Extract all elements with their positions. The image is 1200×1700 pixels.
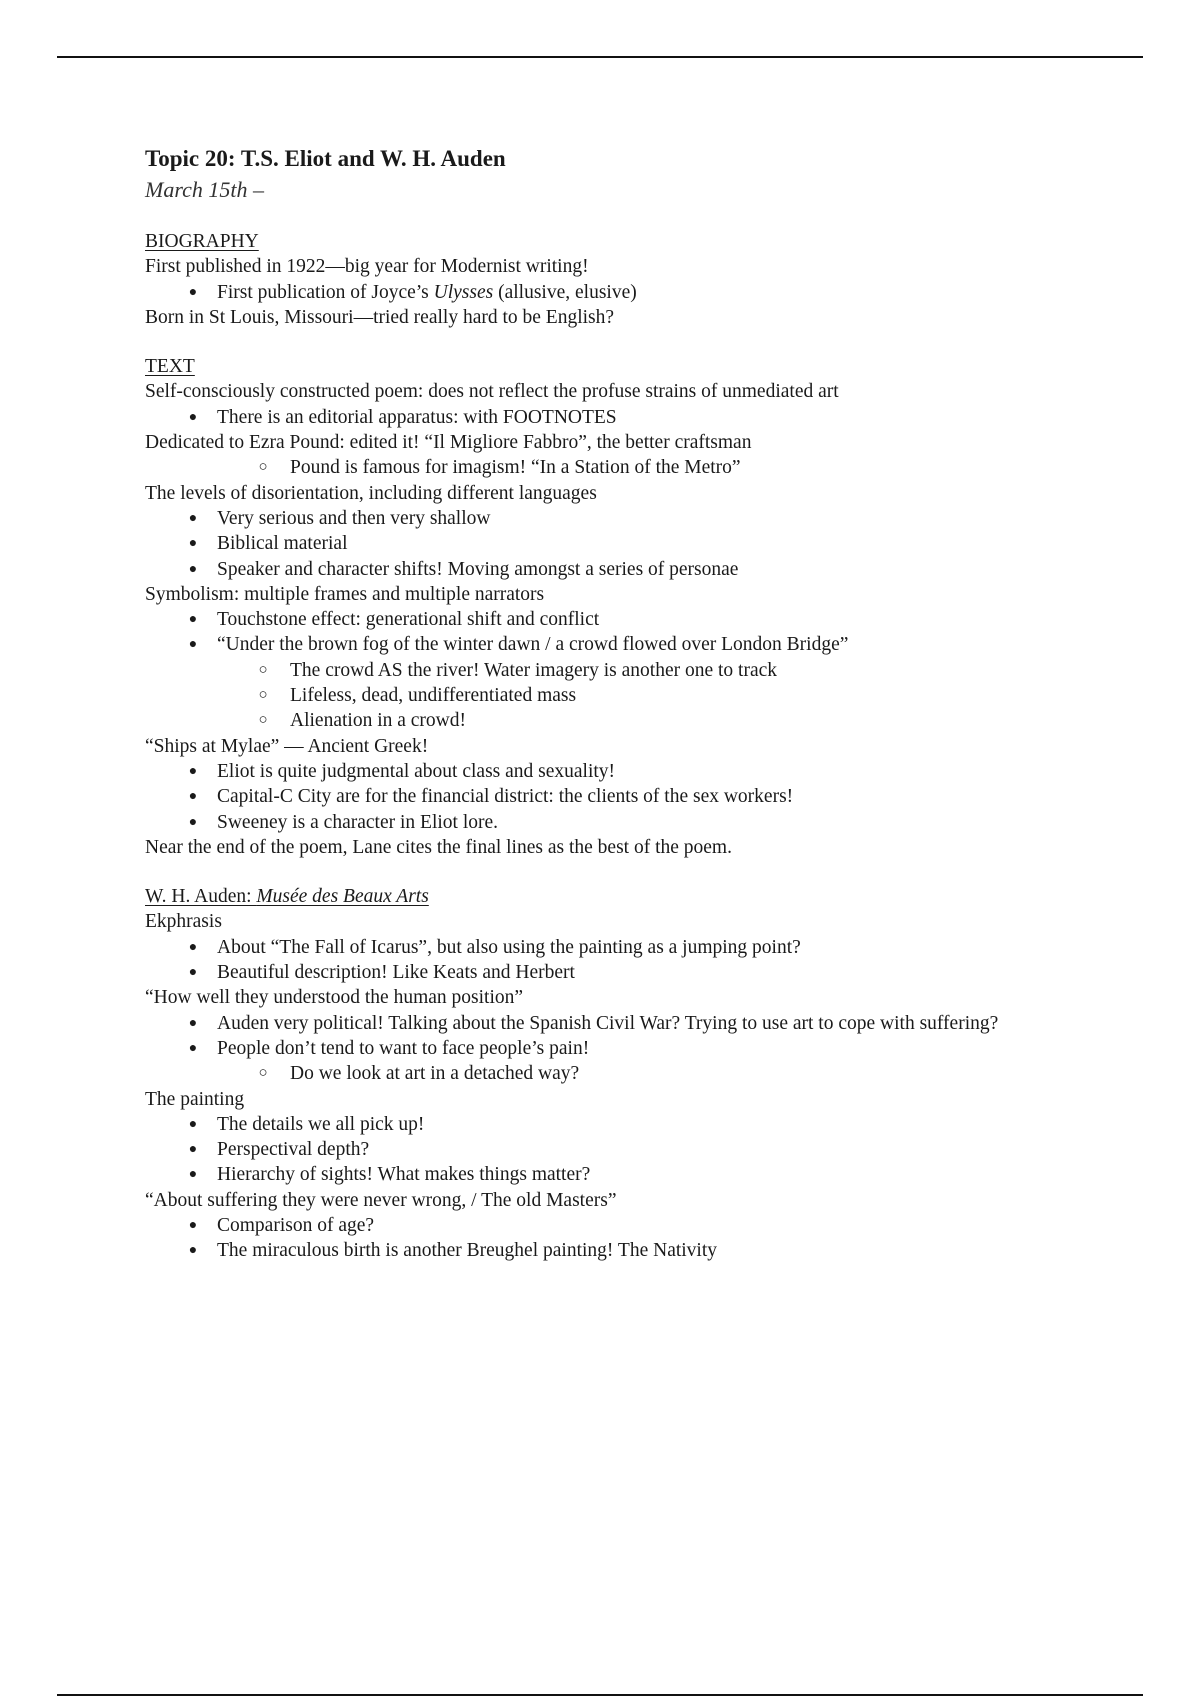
bullet-icon: ● (188, 1040, 198, 1056)
bullet-item (145, 607, 1105, 632)
bullet-item (145, 1238, 1105, 1263)
sub-bullet-item (145, 708, 1105, 733)
document-date: March 15th – (145, 177, 264, 202)
document-page (145, 143, 1105, 1288)
bullet-item (145, 506, 1105, 531)
bullet-icon: ● (188, 284, 198, 300)
section-heading-auden (145, 884, 1105, 909)
bullet-icon: ● (188, 1167, 198, 1183)
bullet-text: Capital-C City are for the financial district: the clients of the sex workers! (217, 786, 794, 808)
bullet-item (145, 280, 1105, 305)
bullet-text: Perspectival depth? (217, 1139, 370, 1161)
section-heading-text: TEXT (145, 356, 195, 378)
bullet-text: There is an editorial apparatus: with FOOTNOTES (217, 406, 617, 428)
bullet-text: About “The Fall of Icarus”, but also using the painting as a jumping point? (217, 936, 801, 958)
bullet-icon: ● (188, 536, 198, 552)
bullet-icon: ● (188, 789, 198, 805)
bullet-item (145, 935, 1105, 960)
note-line: Symbolism: multiple frames and multiple narrators (145, 583, 545, 605)
bullet-text: The details we all pick up! (217, 1113, 425, 1135)
bullet-icon: ● (188, 1142, 198, 1158)
bullet-text: Sweeney is a character in Eliot lore. (217, 811, 499, 833)
text-section (145, 354, 1105, 860)
section-heading-biography: BIOGRAPHY (145, 231, 259, 252)
bullet-text: First publication of Joyce’s (217, 281, 434, 303)
bullet-item (145, 759, 1105, 784)
note-line: The levels of disorientation, including different languages (145, 482, 597, 504)
note-line: “About suffering they were never wrong, / The old Masters” (145, 1189, 617, 1211)
sub-bullet-text: The crowd AS the river! Water imagery is another one to track (290, 659, 778, 681)
bullet-item (145, 405, 1105, 430)
top-rule (57, 56, 1143, 58)
bullet-text: People don’t tend to want to face people’s pain! (217, 1037, 590, 1059)
note-line: Dedicated to Ezra Pound: edited it! “Il Migliore Fabbro”, the better craftsman (145, 432, 752, 454)
auden-section (145, 884, 1105, 1263)
bullet-icon: ● (188, 409, 198, 425)
bullet-item (145, 1011, 1105, 1036)
note-line: Self-consciously constructed poem: does not reflect the profuse strains of unmediated art (145, 381, 839, 403)
bullet-icon: ● (188, 1116, 198, 1132)
note-line: Ekphrasis (145, 911, 222, 933)
bullet-item (145, 1137, 1105, 1162)
bullet-text: Beautiful description! Like Keats and Herbert (217, 962, 575, 984)
bullet-item (145, 960, 1105, 985)
bullet-text: Speaker and character shifts! Moving amongst a series of personae (217, 558, 739, 580)
note-line: The painting (145, 1088, 245, 1110)
hollow-bullet-icon: ○ (258, 459, 268, 476)
bullet-item (145, 1036, 1105, 1061)
bullet-text: “Under the brown fog of the winter dawn / a crowd flowed over London Bridge” (217, 634, 849, 656)
bullet-item (145, 784, 1105, 809)
document-title: Topic 20: T.S. Eliot and W. H. Auden (145, 146, 506, 171)
heading-auden-name: W. H. Auden: (145, 886, 257, 908)
note-line: Born in St Louis, Missouri—tried really hard to be English? (145, 306, 615, 328)
bullet-text: Auden very political! Talking about the Spanish Civil War? Trying to use art to cope with suffering? (217, 1012, 999, 1034)
hollow-bullet-icon: ○ (258, 712, 268, 729)
sub-bullet-item (145, 683, 1105, 708)
hollow-bullet-icon: ○ (258, 1065, 268, 1082)
note-line: “How well they understood the human position” (145, 987, 524, 1009)
bullet-text: Comparison of age? (217, 1214, 375, 1236)
bullet-item (145, 1213, 1105, 1238)
sub-bullet-item (145, 455, 1105, 480)
bullet-icon: ● (188, 763, 198, 779)
bullet-icon: ● (188, 1243, 198, 1259)
note-line: “Ships at Mylae” — Ancient Greek! (145, 735, 429, 757)
heading-poem-title: Musée des Beaux Arts (256, 886, 429, 908)
bullet-item (145, 1162, 1105, 1187)
bullet-item (145, 632, 1105, 657)
hollow-bullet-icon: ○ (258, 687, 268, 704)
bullet-text: Touchstone effect: generational shift and conflict (217, 609, 600, 631)
bullet-text: Hierarchy of sights! What makes things matter? (217, 1164, 591, 1186)
biography-section (145, 229, 1105, 330)
bullet-icon: ● (188, 939, 198, 955)
bullet-item (145, 810, 1105, 835)
sub-bullet-text: Alienation in a crowd! (290, 710, 466, 732)
bullet-item (145, 1112, 1105, 1137)
bullet-icon: ● (188, 612, 198, 628)
bullet-text-suffix: (allusive, elusive) (493, 281, 637, 303)
bullet-text: Very serious and then very shallow (217, 507, 491, 529)
bullet-text: Eliot is quite judgmental about class and sexuality! (217, 760, 616, 782)
bullet-icon: ● (188, 965, 198, 981)
bottom-rule (57, 1694, 1143, 1696)
sub-bullet-text: Lifeless, dead, undifferentiated mass (290, 685, 577, 707)
note-line: First published in 1922—big year for Modernist writing! (145, 256, 589, 278)
bullet-icon: ● (188, 814, 198, 830)
sub-bullet-text: Pound is famous for imagism! “In a Station of the Metro” (290, 457, 741, 479)
bullet-item (145, 531, 1105, 556)
bullet-text: Biblical material (217, 533, 348, 555)
book-title-ulysses: Ulysses (433, 281, 494, 303)
bullet-item (145, 557, 1105, 582)
note-line: Near the end of the poem, Lane cites the final lines as the best of the poem. (145, 836, 732, 858)
hollow-bullet-icon: ○ (258, 661, 268, 678)
sub-bullet-item (145, 658, 1105, 683)
bullet-icon: ● (188, 561, 198, 577)
bullet-icon: ● (188, 1217, 198, 1233)
bullet-icon: ● (188, 510, 198, 526)
sub-bullet-text: Do we look at art in a detached way? (290, 1063, 580, 1085)
sub-bullet-item (145, 1061, 1105, 1086)
bullet-text: The miraculous birth is another Breughel painting! The Nativity (217, 1240, 718, 1262)
bullet-icon: ● (188, 1015, 198, 1031)
bullet-icon: ● (188, 637, 198, 653)
